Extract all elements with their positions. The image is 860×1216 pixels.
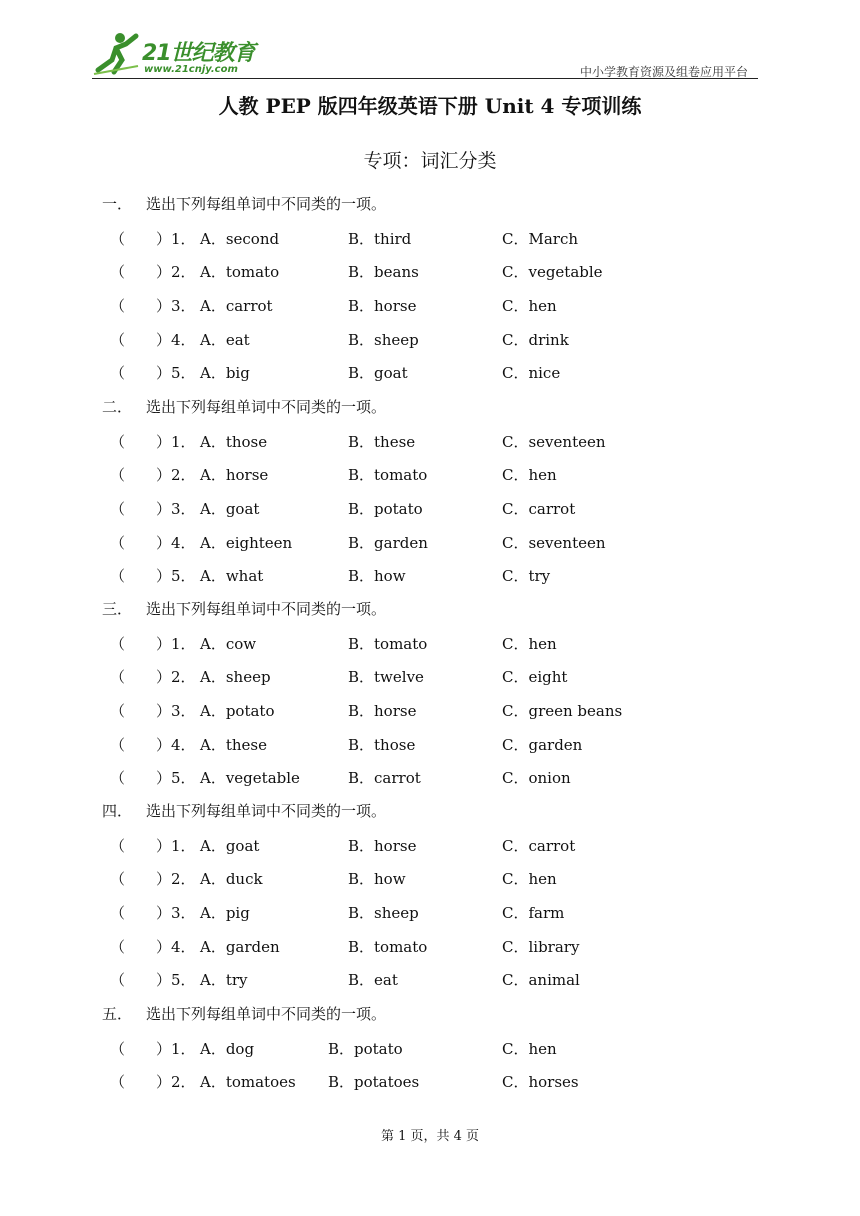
option-c: C．carrot	[502, 499, 576, 518]
question-row	[0, 767, 860, 791]
option-c: C．onion	[502, 769, 571, 788]
question-number: ）4．	[156, 937, 196, 956]
answer-blank-open[interactable]: （	[110, 466, 126, 485]
option-c: C．farm	[502, 903, 565, 922]
answer-blank-open[interactable]: （	[110, 296, 126, 315]
option-c: C．nice	[502, 364, 561, 383]
section-heading	[102, 1003, 386, 1027]
question-number: ）2．	[156, 870, 196, 889]
option-b: B．tomato	[348, 937, 428, 956]
question-row	[0, 734, 860, 758]
section-heading	[102, 193, 386, 217]
answer-blank-open[interactable]: （	[110, 263, 126, 282]
option-b: B．tomato	[348, 466, 428, 485]
option-c: C．hen	[502, 634, 557, 653]
option-a: A．big	[200, 364, 250, 383]
question-row	[0, 902, 860, 926]
option-a: A．tomato	[200, 263, 280, 282]
question-number: ）4．	[156, 533, 196, 552]
option-a: A．garden	[200, 937, 280, 956]
question-number: ）4．	[156, 735, 196, 754]
answer-blank-open[interactable]: （	[110, 701, 126, 720]
site-logo	[92, 30, 262, 78]
runner-icon	[92, 30, 142, 76]
option-c: C．seventeen	[502, 533, 606, 552]
question-row	[0, 868, 860, 892]
section-number: 四．	[102, 802, 133, 820]
question-number: ）1．	[156, 836, 196, 855]
option-c: C．animal	[502, 971, 580, 990]
question-row	[0, 498, 860, 522]
question-number: ）1．	[156, 634, 196, 653]
option-b: B．beans	[348, 263, 419, 282]
question-row	[0, 969, 860, 993]
answer-blank-open[interactable]: （	[110, 533, 126, 552]
option-c: C．library	[502, 937, 580, 956]
section-heading	[102, 598, 386, 622]
option-c: C．seventeen	[502, 432, 606, 451]
answer-blank-open[interactable]: （	[110, 769, 126, 788]
question-number: ）3．	[156, 296, 196, 315]
option-a: A．dog	[200, 1039, 255, 1058]
option-c: C．vegetable	[502, 263, 603, 282]
answer-blank-open[interactable]: （	[110, 1073, 126, 1092]
option-b: B．potatoes	[328, 1073, 420, 1092]
option-c: C．hen	[502, 296, 557, 315]
question-number: ）2．	[156, 668, 196, 687]
section-instruction: 选出下列每组单词中不同类的一项。	[146, 195, 387, 213]
option-a: A．pig	[200, 903, 250, 922]
answer-blank-open[interactable]: （	[110, 634, 126, 653]
option-b: B．potato	[328, 1039, 403, 1058]
option-a: A．sheep	[200, 668, 271, 687]
option-a: A．tomatoes	[200, 1073, 296, 1092]
question-row	[0, 261, 860, 285]
option-c: C．hen	[502, 870, 557, 889]
option-c: C．hen	[502, 466, 557, 485]
option-a: A．second	[200, 229, 280, 248]
question-number: ）5．	[156, 769, 196, 788]
answer-blank-open[interactable]: （	[110, 668, 126, 687]
section-instruction: 选出下列每组单词中不同类的一项。	[146, 600, 387, 618]
option-c: C．horses	[502, 1073, 579, 1092]
option-a: A．what	[200, 567, 264, 586]
option-b: B．sheep	[348, 903, 419, 922]
question-number: ）1．	[156, 229, 196, 248]
option-b: B．twelve	[348, 668, 424, 687]
page-footer: 第 1 页，共 4 页	[380, 1129, 480, 1144]
option-a: A．try	[200, 971, 248, 990]
page-header	[92, 30, 758, 80]
option-c: C．hen	[502, 1039, 557, 1058]
answer-blank-open[interactable]: （	[110, 735, 126, 754]
section-number: 二．	[102, 398, 133, 416]
option-a: A．potato	[200, 701, 275, 720]
option-b: B．goat	[348, 364, 408, 383]
question-row	[0, 532, 860, 556]
option-c: C．garden	[502, 735, 583, 754]
question-row	[0, 633, 860, 657]
option-b: B．potato	[348, 499, 423, 518]
option-b: B．horse	[348, 296, 417, 315]
option-a: A．those	[200, 432, 268, 451]
option-a: A．goat	[200, 499, 260, 518]
question-row	[0, 835, 860, 859]
answer-blank-open[interactable]: （	[110, 499, 126, 518]
question-number: ）2．	[156, 1073, 196, 1092]
option-b: B．horse	[348, 836, 417, 855]
question-number: ）3．	[156, 499, 196, 518]
section-heading	[102, 800, 386, 824]
option-b: B．how	[348, 870, 406, 889]
section-instruction: 选出下列每组单词中不同类的一项。	[146, 398, 387, 416]
option-b: B．how	[348, 567, 406, 586]
answer-blank-open[interactable]: （	[110, 364, 126, 383]
question-row	[0, 295, 860, 319]
question-number: ）4．	[156, 330, 196, 349]
option-a: A．cow	[200, 634, 257, 653]
platform-label: 中小学教育资源及组卷应用平台	[579, 65, 748, 79]
question-row	[0, 1038, 860, 1062]
answer-blank-open[interactable]: （	[110, 903, 126, 922]
question-number: ）2．	[156, 466, 196, 485]
question-row	[0, 565, 860, 589]
question-number: ）2．	[156, 263, 196, 282]
option-a: A．carrot	[200, 296, 273, 315]
option-a: A．goat	[200, 836, 260, 855]
option-a: A．these	[200, 735, 267, 754]
question-row	[0, 1071, 860, 1095]
question-row	[0, 228, 860, 252]
section-number: 五．	[102, 1005, 133, 1023]
option-c: C．carrot	[502, 836, 576, 855]
answer-blank-open[interactable]: （	[110, 330, 126, 349]
logo-url: www.21cnjy.com	[144, 64, 238, 75]
section-instruction: 选出下列每组单词中不同类的一项。	[146, 802, 387, 820]
question-number: ）3．	[156, 701, 196, 720]
answer-blank-open[interactable]: （	[110, 567, 126, 586]
section-instruction: 选出下列每组单词中不同类的一项。	[146, 1005, 387, 1023]
option-c: C．eight	[502, 668, 568, 687]
option-a: A．horse	[200, 466, 269, 485]
question-row	[0, 431, 860, 455]
option-c: C．green beans	[502, 701, 623, 720]
answer-blank-open[interactable]: （	[110, 870, 126, 889]
question-row	[0, 700, 860, 724]
section-number: 一．	[102, 195, 133, 213]
option-c: C．March	[502, 229, 579, 248]
section-heading	[102, 396, 386, 420]
answer-blank-open[interactable]: （	[110, 229, 126, 248]
option-b: B．those	[348, 735, 416, 754]
question-number: ）5．	[156, 567, 196, 586]
question-number: ）5．	[156, 971, 196, 990]
question-row	[0, 666, 860, 690]
answer-blank-open[interactable]: （	[110, 971, 126, 990]
option-a: A．vegetable	[200, 769, 300, 788]
question-number: ）3．	[156, 903, 196, 922]
page-subtitle: 专项：词汇分类	[363, 150, 497, 172]
option-b: B．eat	[348, 971, 398, 990]
option-a: A．eighteen	[200, 533, 293, 552]
option-c: C．drink	[502, 330, 569, 349]
question-number: ）5．	[156, 364, 196, 383]
question-row	[0, 329, 860, 353]
answer-blank-open[interactable]: （	[110, 1039, 126, 1058]
question-number: ）1．	[156, 1039, 196, 1058]
question-row	[0, 362, 860, 386]
option-b: B．these	[348, 432, 416, 451]
option-b: B．horse	[348, 701, 417, 720]
question-number: ）1．	[156, 432, 196, 451]
option-b: B．garden	[348, 533, 428, 552]
option-b: B．tomato	[348, 634, 428, 653]
option-a: A．duck	[200, 870, 263, 889]
question-row	[0, 936, 860, 960]
answer-blank-open[interactable]: （	[110, 432, 126, 451]
option-b: B．carrot	[348, 769, 421, 788]
question-row	[0, 464, 860, 488]
section-number: 三．	[102, 600, 133, 618]
answer-blank-open[interactable]: （	[110, 937, 126, 956]
logo-text: 21世纪教育	[142, 41, 255, 66]
option-a: A．eat	[200, 330, 250, 349]
option-b: B．sheep	[348, 330, 419, 349]
option-c: C．try	[502, 567, 551, 586]
answer-blank-open[interactable]: （	[110, 836, 126, 855]
page-title: 人教 PEP 版四年级英语下册 Unit 4 专项训练	[218, 94, 642, 118]
header-divider	[92, 78, 758, 79]
option-b: B．third	[348, 229, 412, 248]
